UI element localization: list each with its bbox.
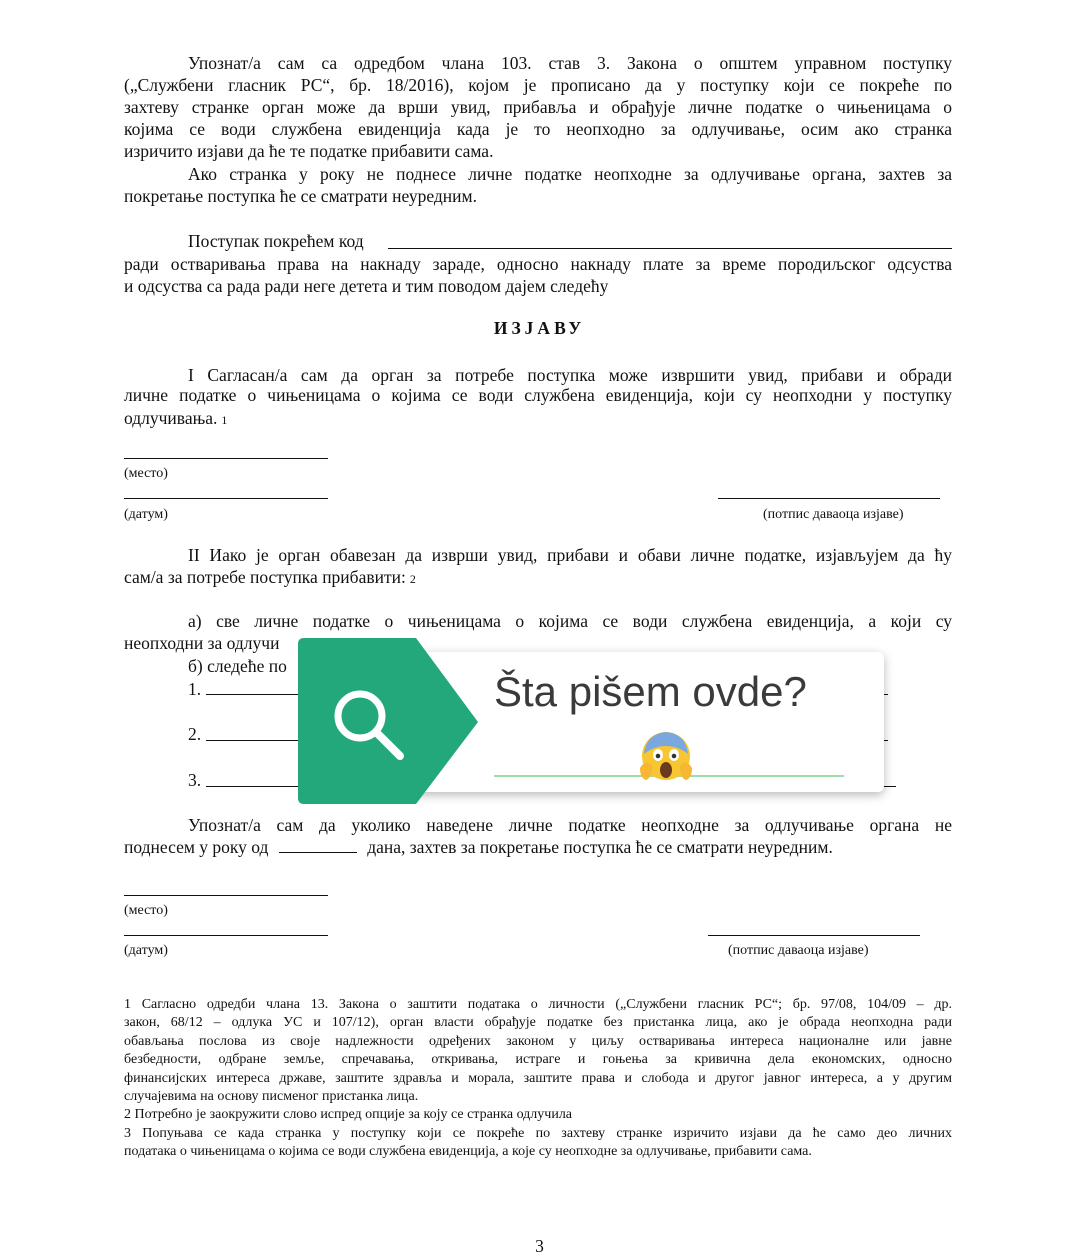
place-line[interactable] [124,458,328,459]
place-label: (место) [124,466,168,481]
footnote-ref: 2 [409,572,416,586]
closing-line2 [124,836,833,858]
footnote-1-line: безбедности, одбране земље, спречавања, откривања, истраге и гоњења за кривична дела економских, односно [124,1052,952,1067]
days-blank-line[interactable] [279,838,357,853]
sticker-text: Šta pišem ovde? [494,668,807,715]
procedure-line: ради остваривања права на накнаду зараде, односно накнаду плате за време породиљског одсуства [124,254,952,274]
intro-line: Ако странка у року не поднесе личне податке неопходне за одлучивање органа, захтев за [188,164,952,184]
signature-line[interactable] [708,935,920,936]
intro-line: („Службени гласник РС“, бр. 18/2016), којом је прописано да у поступку који се покреће по [124,75,952,95]
footnote-3-line: 3 Попуњава се када странка у поступку који се покреће по захтеву странке изричито изјави да ће само део личних [124,1126,952,1141]
footnote-3-line: података о чињеницама о којима се води службена евиденција, а које су неопходне за одлучивање, прибавити сама. [124,1144,812,1159]
procedure-blank-line[interactable] [388,248,952,249]
signature-label: (потпис даваоца изјаве) [728,943,869,958]
footnote-2: 2 Потребно је заокружити слово испред опције за коју се странка одлучила [124,1107,573,1122]
option-b-label: б) следеће по [188,656,287,676]
intro-line: покретање поступка ће се сматрати неуредним. [124,186,477,206]
procedure-line: и одсуства са рада ради неге детета и тим поводом дајем следећу [124,276,609,296]
intro-line: захтеву странке орган може да врши увид, прибавља и обрађује личне податке о чињеницама о [124,97,952,117]
date-label: (датум) [124,507,168,522]
item-blank-line[interactable] [206,694,298,695]
signature-label: (потпис даваоца изјаве) [763,507,904,522]
footnote-1-line: обављања послова из своје надлежности одређених законом у циљу остваривања интереса националне или јавне [124,1034,952,1049]
intro-line: којима се води службена евиденција када је то неопходно за одлучивање, осим ако странка [124,119,952,139]
closing-line: Упознат/а сам да уколико наведене личне податке неопходне за одлучивање органа не [188,815,952,835]
intro-line: Упознат/а сам са одредбом члана 103. став 3. Закона о општем управном поступку [188,53,952,73]
footnote-1-line: финансијских интереса државе, заштите здравља и морала, заштите права и слобода и другог јавног интереса, а у другим [124,1071,952,1086]
item-blank-line[interactable] [206,786,298,787]
search-icon [328,684,408,764]
closing-text: поднесем у року од [124,837,269,857]
section2-line: сам/а за потребе поступка прибавити: [124,567,406,587]
footnote-1-line: случајевима на основу писменог пристанка лица. [124,1089,419,1104]
item-number: 3. [188,770,202,790]
page-number: 3 [535,1236,544,1256]
closing-text: дана, захтев за покретање поступка ће се сматрати неуредним. [367,837,833,857]
item-number: 2. [188,724,202,744]
section1-line: личне податке о чињеницама о којима се води службена евиденција, који су неопходни у поступку [124,385,952,405]
section1-line: I Сагласан/а сам да орган за потребе поступка може извршити увид, прибави и обради [188,365,952,385]
question-sticker[interactable] [298,638,886,804]
signature-line[interactable] [718,498,940,499]
date-line[interactable] [124,498,328,499]
option-a-line: а) све личне податке о чињеницама о којима се води службена евиденција, а који су [188,611,952,631]
footnote-ref: 1 [221,413,228,427]
section2-line: II Иако је орган обавезан да изврши увид, прибави и обави личне податке, изјављујем да ћу [188,545,952,565]
date-label: (датум) [124,943,168,958]
item-number: 1. [188,679,202,699]
section1-line: одлучивања. [124,408,218,428]
footnote-1-line: закон, 68/12 – одлука УС и 107/12), орган власти обрађује податке без пристанка лица, ако је обрада неопходна ради [124,1015,952,1030]
face-screaming-in-fear-icon [638,728,694,784]
option-a-line: неопходни за одлучи [124,633,280,653]
procedure-label: Поступак покрећем код [188,231,364,251]
item-blank-line[interactable] [206,740,298,741]
place-label: (место) [124,903,168,918]
intro-line: изричито изјави да ће те податке прибавити сама. [124,141,494,161]
place-line[interactable] [124,895,328,896]
date-line[interactable] [124,935,328,936]
footnote-1-line: 1 Сагласно одредби члана 13. Закона о заштити података о личности („Службени гласник РС“; бр. 97/08, 104/09 – др. [124,997,952,1012]
statement-heading: ИЗЈАВУ [493,318,586,338]
